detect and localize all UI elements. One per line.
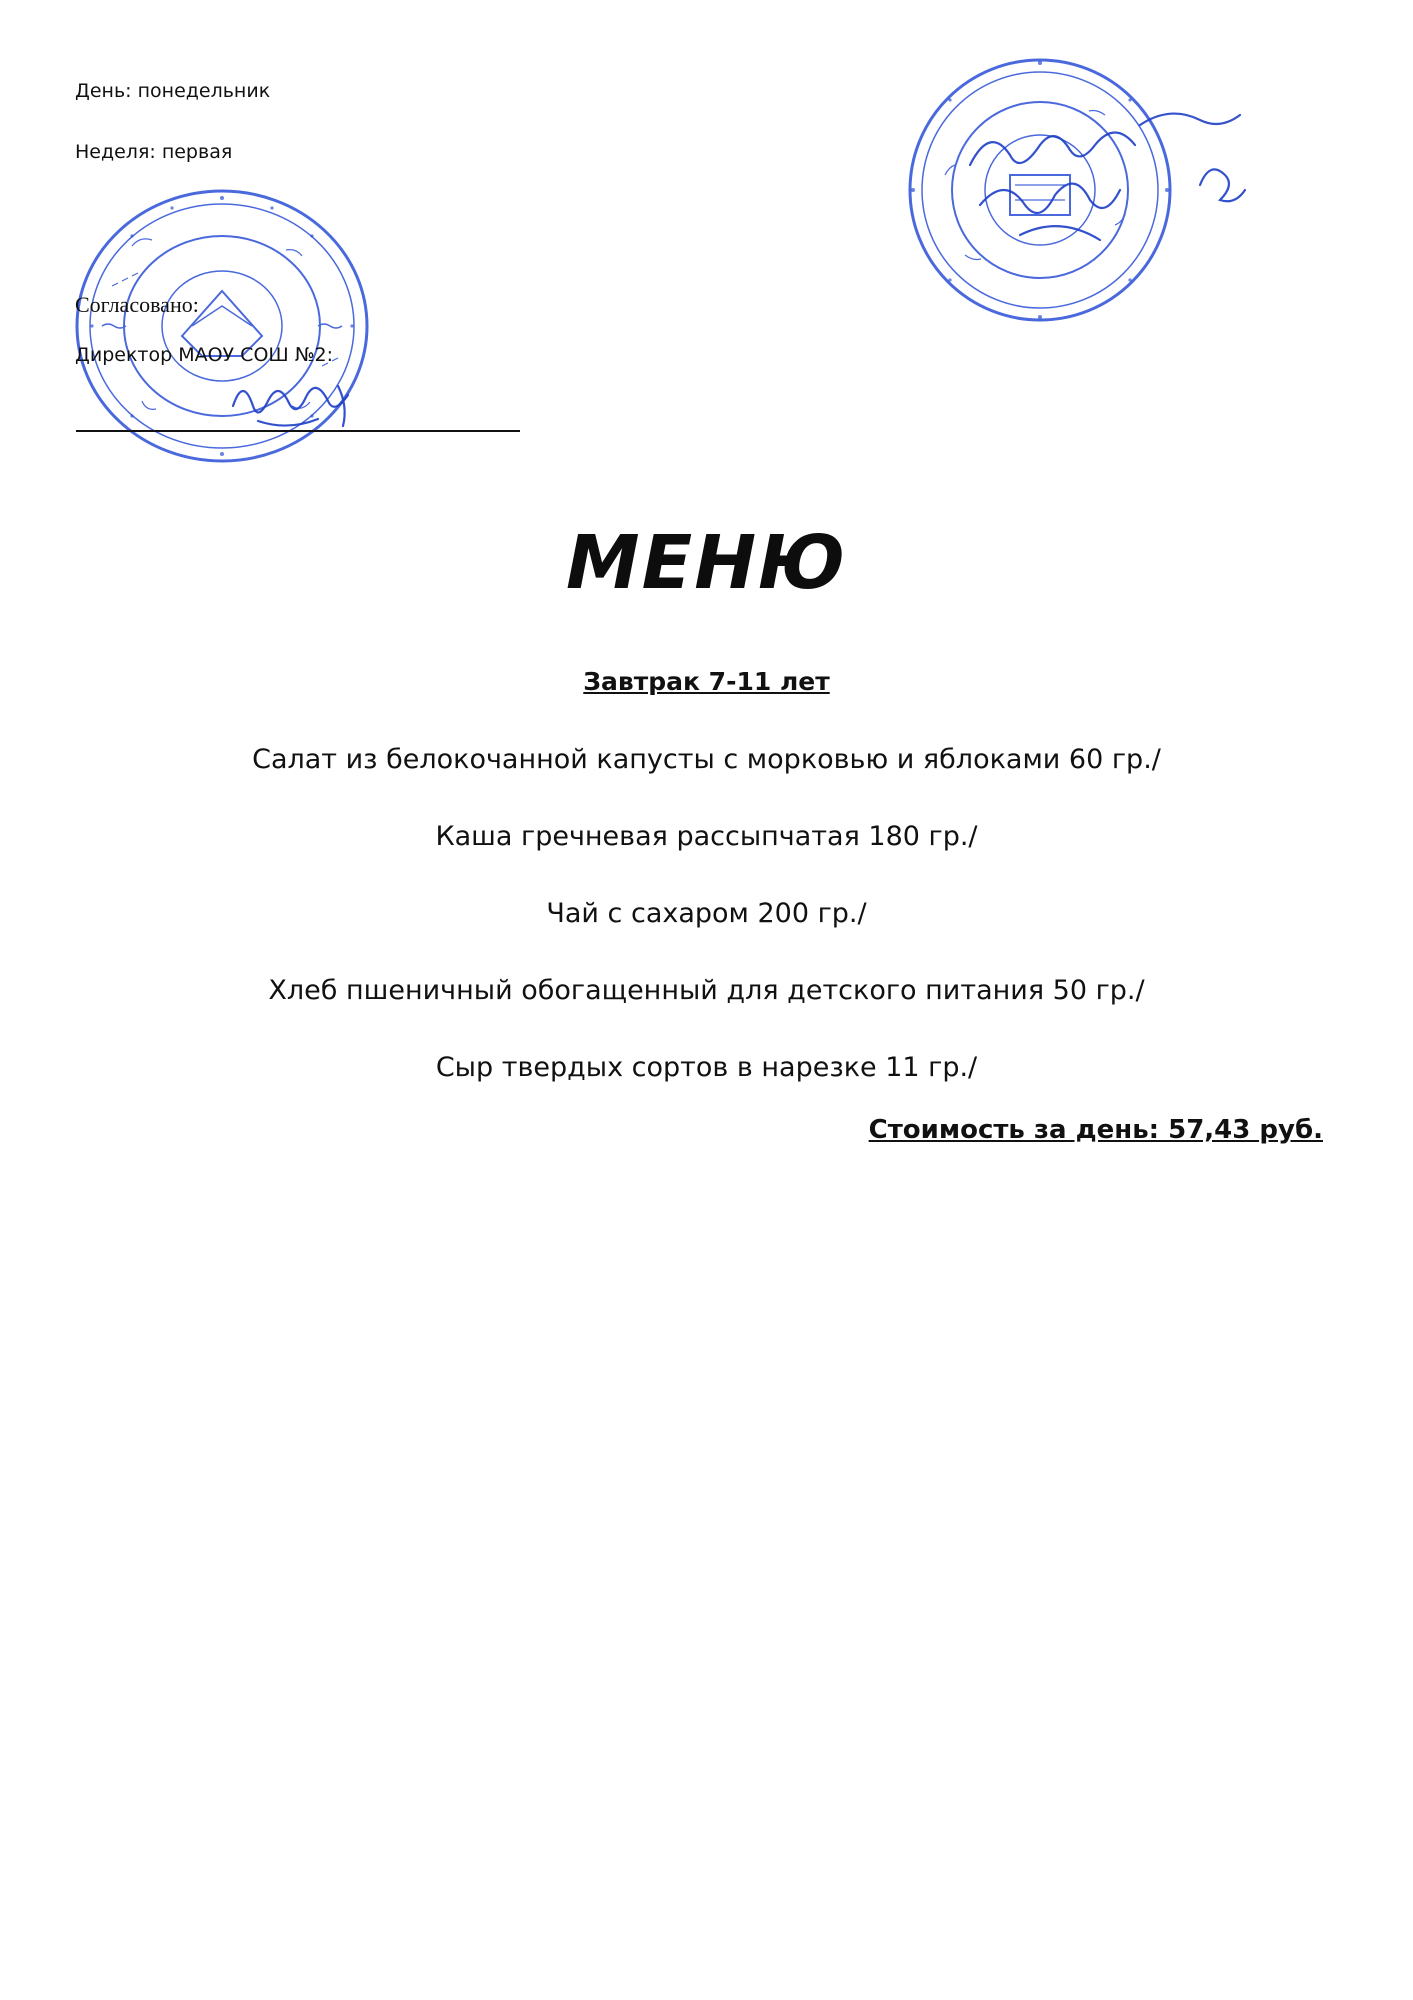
menu-item: Хлеб пшеничный обогащенный для детского питания 50 гр./: [268, 975, 1145, 1006]
page-title: МЕНЮ: [566, 520, 847, 606]
menu-items-list: [0, 735, 1413, 1120]
supplier-signature: [960, 95, 1260, 255]
director-signature: [228, 366, 368, 436]
menu-item: Каша гречневая рассыпчатая 180 гр./: [435, 821, 978, 852]
daily-cost: Стоимость за день: 57,43 руб.: [868, 1115, 1323, 1145]
menu-item: Салат из белокочанной капусты с морковью и яблоками 60 гр./: [252, 744, 1161, 775]
meal-heading: Завтрак 7-11 лет: [583, 667, 830, 696]
week-label: Неделя: первая: [75, 141, 233, 163]
director-label: Директор МАОУ СОШ №2:: [75, 344, 334, 366]
day-label: День: понедельник: [75, 80, 271, 102]
menu-item: Сыр твердых сортов в нарезке 11 гр./: [435, 1052, 978, 1083]
menu-item: Чай с сахаром 200 гр./: [546, 898, 867, 929]
approved-label: Согласовано:: [75, 292, 199, 317]
signature-line: [76, 430, 520, 432]
